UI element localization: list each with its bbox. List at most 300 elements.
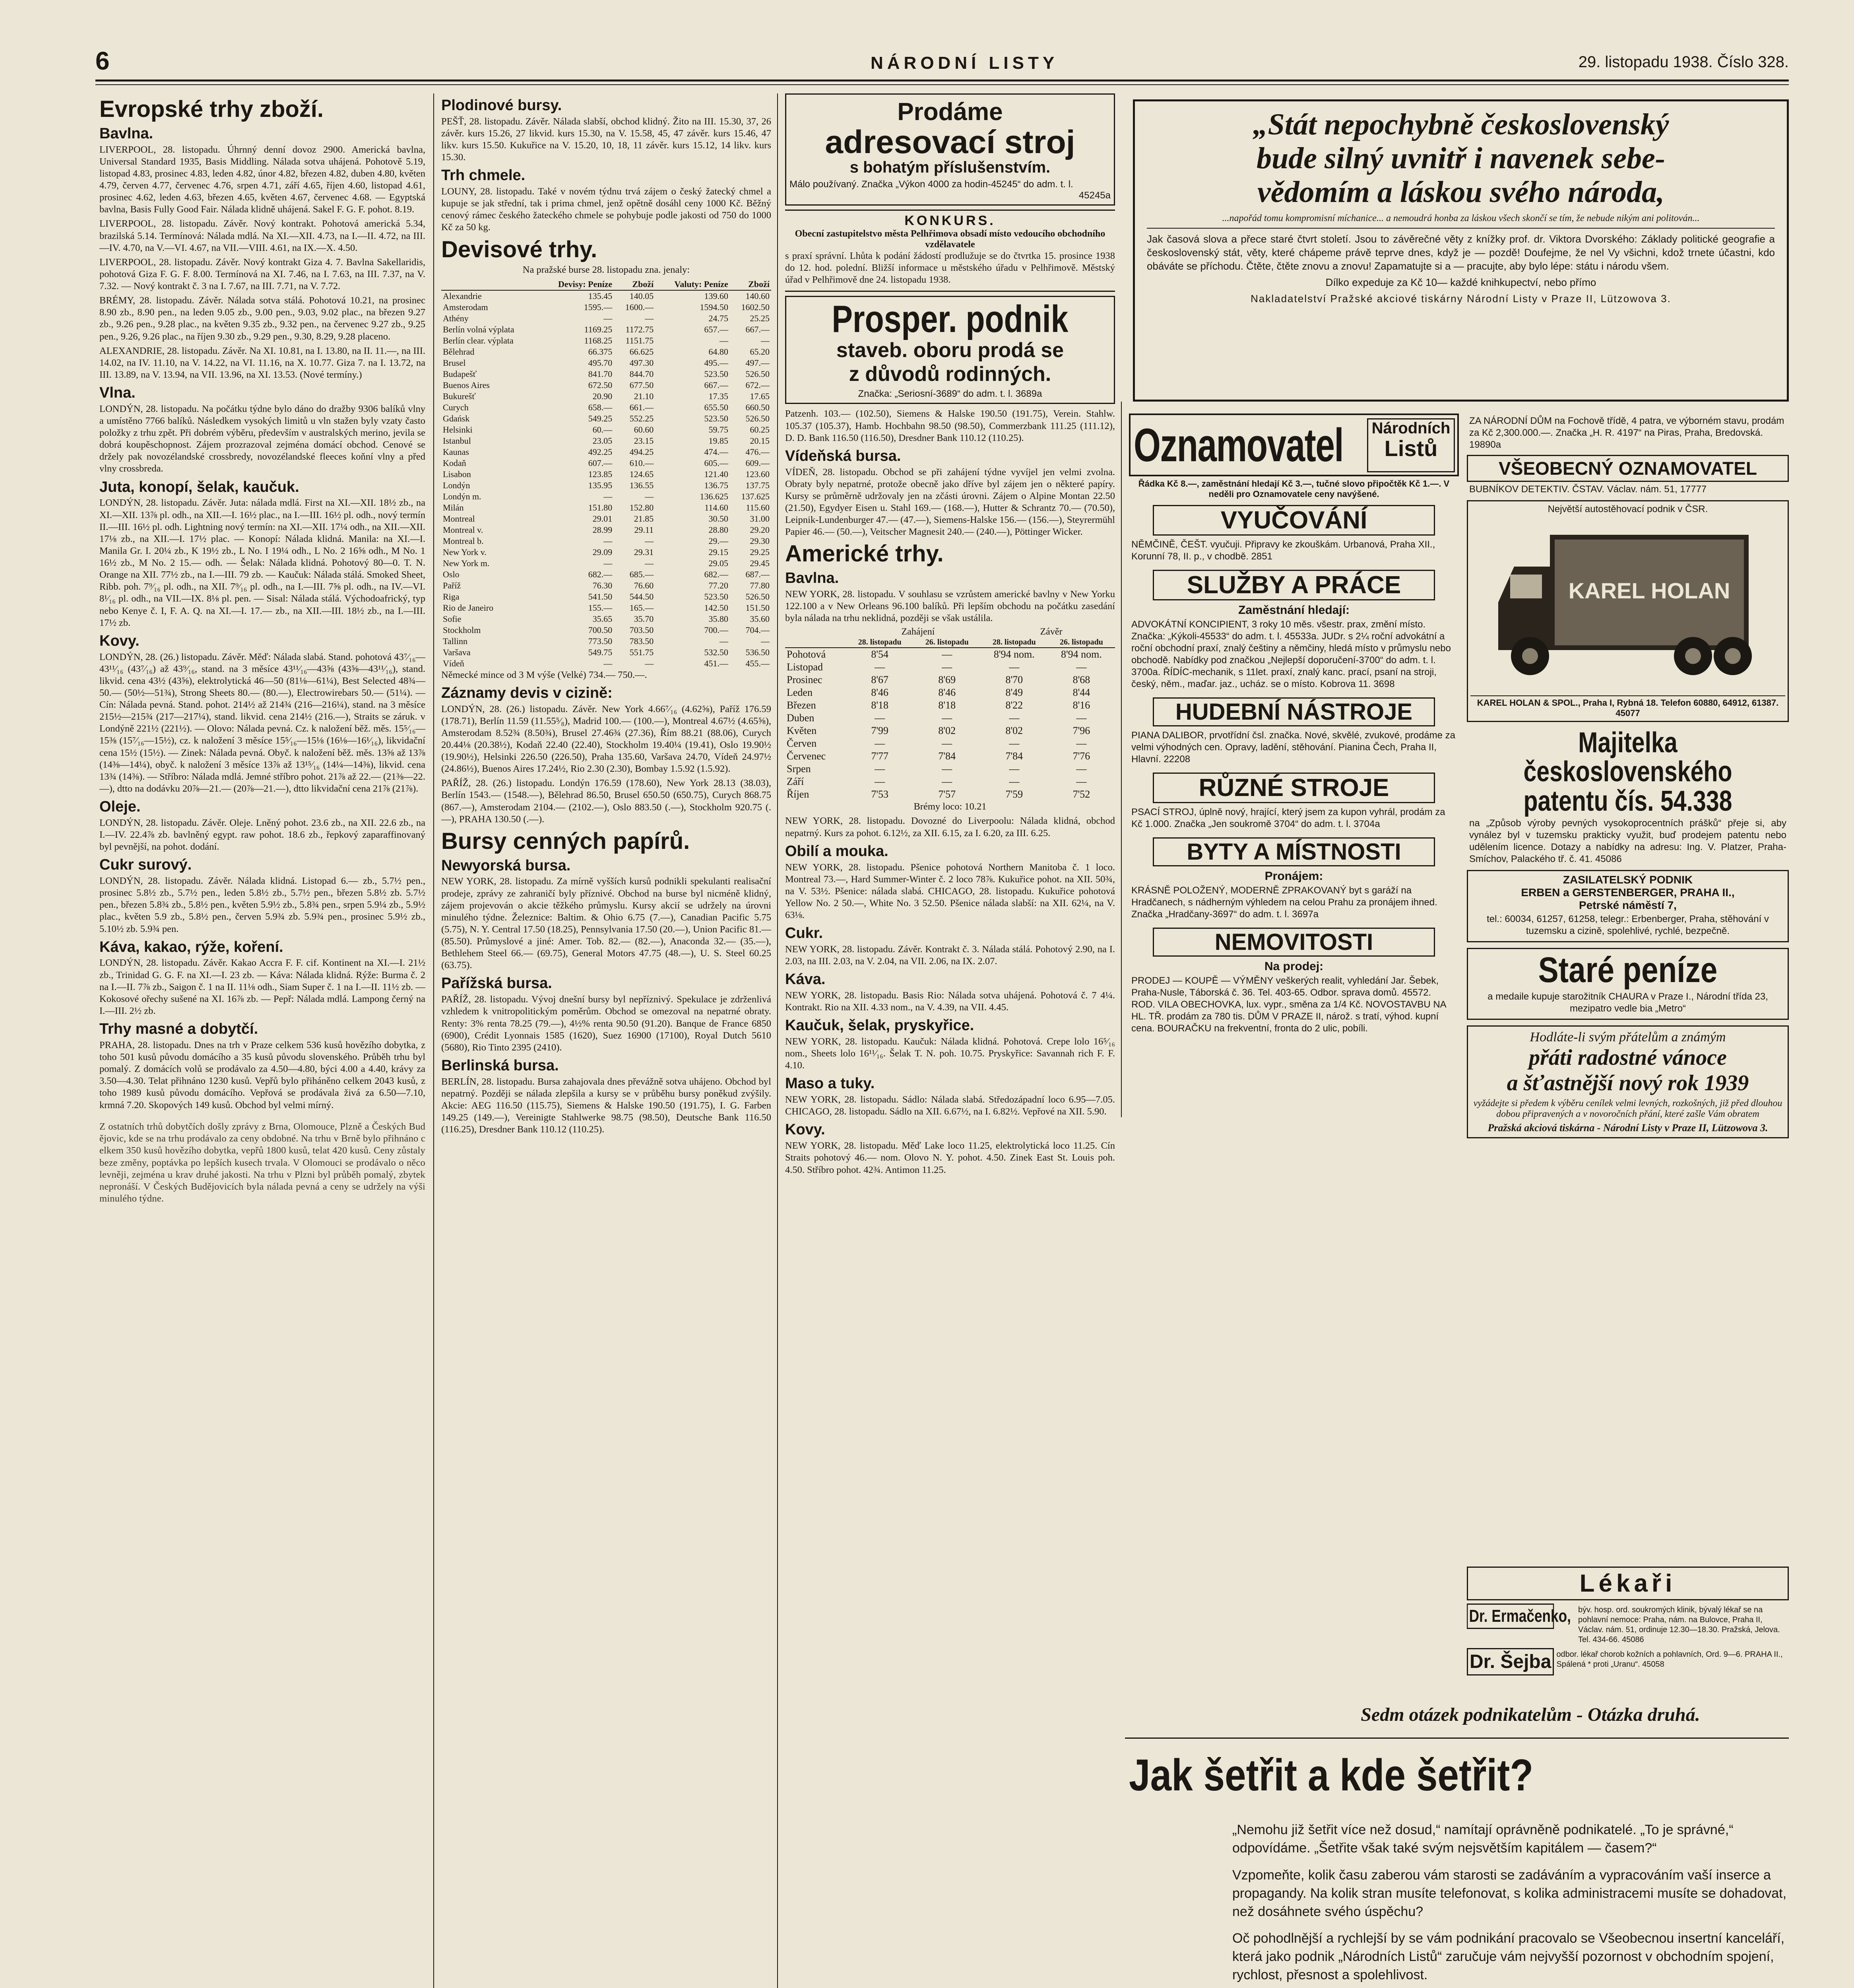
devisy-value: 657.— <box>704 324 728 334</box>
article-akcie: Patzenh. 103.— (102.50), Siemens & Halske 190.50 (191.75), Verein. Stahlw. 105.37 (105.37), Hamb. Hochbahn 98.50 (98.50), Commerzbank 111.25 (111.12), D. D. Bank 116.50 (116.50), Dresdner Bank 110.12 (110.25). <box>785 408 1115 443</box>
prosper-line3: z důvodů rodinných. <box>849 363 1051 386</box>
cat-vyucovani: VYUČOVÁNÍ <box>1153 505 1435 536</box>
bavlna-row <box>785 763 1115 775</box>
devisy-currency: Lisabon <box>443 469 471 479</box>
devisy-value: 685.— <box>629 569 654 579</box>
devisy-value: 494.25 <box>629 447 654 457</box>
devisy-row <box>441 536 771 547</box>
devisy-value: 151.80 <box>588 502 613 513</box>
devisy-value: 474.— <box>704 447 728 457</box>
devisy-value: 667.— <box>745 324 770 334</box>
devisy-value: 140.05 <box>629 291 654 301</box>
devisy-value: 609.— <box>745 458 770 468</box>
subhead-bavlna: Bavlna. <box>99 125 153 142</box>
cat-nemovitosti: NEMOVITOSTI <box>1153 928 1435 957</box>
devisy-value: 526.50 <box>745 591 770 602</box>
bavlna-price: 7'99 <box>871 725 888 737</box>
devisy-value: — <box>719 636 728 646</box>
ad-prodame-line4: Málo používaný. Značka „Výkon 4000 za hodin-45245“ do adm. t. l. <box>789 179 1073 190</box>
oznamovatel-logo <box>1129 414 1459 476</box>
bavlna-month: Srpen <box>787 763 811 775</box>
bavlna-row <box>785 750 1115 763</box>
devisy-row <box>441 469 771 480</box>
devisy-value: — <box>719 335 728 346</box>
bavlna-row <box>785 699 1115 712</box>
bavlna-price: — <box>1076 738 1087 749</box>
moving-truck-icon <box>1470 519 1784 686</box>
devisy-value: 495.— <box>704 357 728 368</box>
cat-hudebni: HUDEBNÍ NÁSTROJE <box>1153 697 1435 726</box>
devisy-value: 549.25 <box>588 413 613 423</box>
devisy-value: 655.50 <box>704 402 728 412</box>
devisy-currency: Oslo <box>443 569 460 579</box>
devisy-table <box>441 279 771 669</box>
lekar-1-name: Dr. Ermačenko, <box>1467 1604 1554 1629</box>
devisy-value: 21.85 <box>634 513 654 524</box>
commodity-column <box>99 93 425 1988</box>
devisy-value: 661.— <box>629 402 654 412</box>
devisy-value: 773.50 <box>588 636 613 646</box>
ad-prodame <box>785 93 1115 206</box>
prani-line2: přáti radostné vánoce <box>1529 1045 1727 1070</box>
bavlna-price: — <box>875 712 885 724</box>
prani-line3: a šťastnější nový rok 1939 <box>1507 1070 1749 1095</box>
devisy-header-cell: Zboží <box>730 279 771 290</box>
devisy-value: 455.— <box>745 658 770 668</box>
devisy-value: 682.— <box>704 569 728 579</box>
prodam-dum: ZA NÁRODNÍ DŮM na Fochově třídě, 4 patra, ve výborném stavu, prodám za Kč 2,300.000.—. Značka „H. R. 4197“ na Piras, Praha, Bredovská. 19890a <box>1469 415 1784 450</box>
bavlna-price: 8'16 <box>1072 699 1090 711</box>
devisy-value: 135.45 <box>588 291 613 301</box>
article-vlna: LONDÝN, 28. listopadu. Na počátku týdne bylo dáno do dražby 9306 balíků vlny a umístěno 7766 balíků. Následkem vysokých limitů u vln stažen byly vzaty často položky z trhu zpět. Při dobrém výběru, především v australských merino, jevila se dobrá koupěschopnost. Zájem prozrazoval zejména domácí obchod. Cenové se držely pak novozélandské crossbredy, novozélandské fleeces koňní vlny a před vlny crossbreda. <box>99 403 425 474</box>
oznamovatel-small-2: Listů <box>1384 436 1438 461</box>
bavlna-price: 7'57 <box>938 788 956 800</box>
bavlna-month: Pohotová <box>787 648 826 660</box>
bavlna-price: 7'77 <box>871 750 888 762</box>
devisy-value: 29.09 <box>592 547 613 557</box>
bavlna-price: 8'02 <box>938 725 956 737</box>
oznamovatel-rates: Řádka Kč 8.—, zaměstnání hledají Kč 3.—, tučné slovo připočtěk Kč 1.—. V neděli pro Oznamovatele ceny navýšené. <box>1138 479 1450 499</box>
devisy-value: 35.65 <box>592 613 613 624</box>
subhead-cukr: Cukr surový. <box>99 856 192 874</box>
devisy-note: Německé mince od 3 M výše (Velké) 734.— 750.—. <box>441 669 647 680</box>
lekari-banner <box>1467 1567 1789 1600</box>
devisy-value: 451.— <box>704 658 728 668</box>
subhead-kovy-us: Kovy. <box>785 1121 825 1138</box>
devisy-row <box>441 391 771 402</box>
devisy-value: 700.50 <box>588 625 613 635</box>
text-hudebni: PIANA DALIBOR, prvotřídní čsl. značka. Nové, skvělé, zvukové, prodáme za velmi výhodných cen. Opravy, ladění, stěhování. Pianina Čech, Praha II, Hlavní. 22208 <box>1131 730 1456 765</box>
devisy-value: 523.50 <box>704 591 728 602</box>
devisy-currency: Kaunas <box>443 447 469 457</box>
article-berlin: BERLÍN, 28. listopadu. Bursa zahajovala dnes převážně sotva uhájeno. Obchod byl nepatrný. Později se nálada zlepšila a kursy se v průběhu bursy poněkud zvýšily. Akcie: AEG 116.50 (115.75), Siemens & Halske 190.50 (191.75), I. G. Farben 149.25 (149.—), Vereinigte Stahlwerke 98.75 (98.50), Deutsche Bank 116.50 (116.25), Dresdner Bank 110.12 (110.25). <box>441 1076 771 1135</box>
ad-prosper <box>785 296 1115 404</box>
masthead <box>95 44 1789 80</box>
devisy-value: 35.70 <box>634 613 654 624</box>
devisy-value: 123.85 <box>588 469 613 479</box>
cat-sluzby: SLUŽBY A PRÁCE <box>1153 570 1435 600</box>
subhead-kovy: Kovy. <box>99 632 140 649</box>
bavlna-price: 8'94 nom. <box>1061 648 1102 660</box>
devisy-value: 28.99 <box>592 524 613 535</box>
text-stroje: PSACÍ STROJ, úplně nový, hrající, který jsem za kupon vyhrál, prodám za Kč 1.000. Značka „Jen soukromě 3704“ do adm. t. l. 3704a <box>1131 807 1445 829</box>
bavlna-price: — <box>1076 763 1087 775</box>
devisy-currency: Londýn <box>443 480 470 490</box>
bavlna-price: — <box>875 763 885 775</box>
devisy-value: 137.75 <box>745 480 770 490</box>
bavlna-price: — <box>942 738 952 749</box>
bavlna-price: 8'70 <box>1005 674 1023 686</box>
devisy-currency: Berlín clear. výplata <box>443 335 514 346</box>
devisy-value: 687.— <box>745 569 770 579</box>
devisy-row <box>441 547 771 558</box>
column-rule <box>433 93 434 1988</box>
devisy-value: 29.— <box>708 536 728 546</box>
lekar-2-text: odbor. lékař chorob kožních a pohlavních, Ord. 9—6. PRAHA II., Spálená * proti „Uranu“. 45058 <box>1556 1650 1783 1669</box>
devisy-value: 152.80 <box>629 502 654 513</box>
devisy-value: 65.20 <box>750 346 770 357</box>
subhead-kaucuk: Kaučuk, šelak, pryskyřice. <box>785 1017 974 1034</box>
devisy-value: 114.60 <box>704 502 728 513</box>
devisy-value: 115.60 <box>746 502 770 513</box>
bavlna-price: 8'49 <box>1005 687 1023 699</box>
bavlna-month: Březen <box>787 699 816 711</box>
devisy-row <box>441 580 771 591</box>
masthead-rule-thin <box>95 84 1789 85</box>
devisy-currency: Brusel <box>443 357 466 368</box>
lekar-2-name: Dr. Šejba <box>1467 1648 1554 1675</box>
devisy-value: — <box>761 636 770 646</box>
stare-penize-box <box>1467 948 1789 1020</box>
jak-p2: Vzpomeňte, kolik času zaberou vám starosti se zadáváním a vypracováním vaší inserce a propagandy. Na kolik stran musíte telefonovat, s kolika administracemi musíte se dohadovat, než dosáhnete svého úspěchu? <box>1232 1867 1787 1919</box>
devisy-value: 136.75 <box>704 480 728 490</box>
devisy-currency: Istanbul <box>443 435 471 446</box>
devisy-value: — <box>603 536 613 546</box>
devisy-value: 536.50 <box>745 647 770 657</box>
devisy-value: 672.— <box>745 380 770 390</box>
devisy-value: 59.75 <box>708 424 728 435</box>
article-kovy-us: NEW YORK, 28. listopadu. Měď Lake loco 11.25, elektrolytická loco 11.25. Cín Straits pohotový 46.— nom. Olovo N. Y. pohot. 4.50. Zinek East St. Louis poh. 4.50. Stříbro pohot. 42¾. Antimon 11.25. <box>785 1140 1115 1175</box>
jak-setrit-title: Jak šetřit a kde šetřit? <box>1129 1750 1534 1800</box>
devisy-value: — <box>603 558 613 568</box>
classifieds-left <box>1129 414 1459 1567</box>
devisy-header-cell: Devisy: Peníze <box>539 279 614 290</box>
devisy-value: 76.30 <box>592 580 613 590</box>
bavlna-price: 8'46 <box>938 687 956 699</box>
devisy-row <box>441 480 771 491</box>
devisy-currency: Gdańsk <box>443 413 470 423</box>
devisy-value: 1151.75 <box>625 335 654 346</box>
article-zaznamy: LONDÝN, 28. (26.) listopadu. Závěr. New York 4.66⁷⁄₁₆ (4.62⅝), Paříž 176.59 (178.71), Berlín 11.59 (11.55⁵⁄₈), Madrid 100.— (100.—), Montreal 4.67½ (4.65⅝), Amsterodam 8.52¾ (8.50¾), Brusel 27.46¾ (27.36), Řím 88.21 (88.06), Curych 20.44⅛ (20.38½), Kodaň 22.40 (22.40), Stockholm 19.40¼ (19.41), Oslo 19.90½ (19.90½), Helsinki 226.50 (226.50), Praha 135.60, Varšava 24.70, Vídeň 24.97½ (24.86½), Buenos Aires 17.24½, Rio 2.30 (2.30), Bombay 1.5.92 (1.5.92). <box>441 703 771 775</box>
devisy-row <box>441 625 771 636</box>
subhead-chmel: Trh chmele. <box>441 167 526 184</box>
erben-text: tel.: 60034, 61257, 61258, telegr.: Erbenberger, Praha, stěhování v tuzemsku a cizině, spolehlivé, rychlé, bezpečně. <box>1487 914 1769 937</box>
devisy-currency: Riga <box>443 591 460 602</box>
devisy-value: 151.50 <box>745 602 770 613</box>
konkurs-title: KONKURS. <box>904 213 996 228</box>
devisy-value: 139.60 <box>704 291 728 301</box>
devisy-header-cell: Zboží <box>614 279 655 290</box>
bavlna-price: — <box>1009 661 1020 673</box>
text-nemovitosti: PRODEJ — KOUPĚ — VÝMĚNY veškerých realit, vyhledání Jar. Šebek, Praha-Nusle, Táborská č. 36. Tel. 403-65. Odbor. sprava domů. 45572. ROD. VILA OBECHOVKA, lux. vypr., směna za 1/4 Kč. NOVOSTAVBU NA HL. TŘ. prodám za 780 tis. DŮM V PRAZE II, nárož. s tratí, výhod. kupní cena. BOURAČKU na frekventní, fronta do 2 ulic, pobíli. <box>1131 975 1446 1034</box>
devisy-value: 841.70 <box>588 369 613 379</box>
devisy-value: 492.25 <box>588 447 613 457</box>
oznamovatel-small-1: Národních <box>1371 419 1451 437</box>
bavlna-price: — <box>1009 763 1020 775</box>
devisy-value: 19.85 <box>708 435 728 446</box>
bavlna-price: — <box>942 648 952 660</box>
article-oleje-us: NEW YORK, 28. listopadu. Dovozné do Liverpoolu: Nálada klidná, obchod nepatrný. Kurs za pohot. 6.12½, za XII. 6.15, za I. 6.20, za III. 6.25. <box>785 815 1115 839</box>
bavlna-price: 7'96 <box>1072 725 1090 737</box>
americke-title: Americké trhy. <box>785 541 944 567</box>
bavlna-price: — <box>875 661 885 673</box>
devisy-row <box>441 290 771 302</box>
devisy-value: 532.50 <box>704 647 728 657</box>
devisy-value: 1602.50 <box>741 302 770 312</box>
zamestnani-head: Zaměstnání hledají: <box>1238 604 1350 617</box>
devisy-row <box>441 647 771 658</box>
devisy-value: 1172.75 <box>625 324 654 334</box>
article-trhy: PRAHA, 28. listopadu. Dnes na trh v Praze celkem 536 kusů hovězího dobytka, z toho 501 kusů původu domácího a 35 kusů původu slovenského. Průběh trhu byl pomalý. Z domácích volů se prodávalo za 4.50—4.80, býci 4.00 a 4.40, krávy za 3.50—4.30. Telat přihnáno 1230 kusů. Vepřů bylo přiháněno celkem 2043 kusů, z toho 1989 kusů původu domácího. Vepřová se prodávala živá za 6.50—7.10, krmná 7.20. Skopových 149 kusů. Obchod byl velmi mírný. <box>99 1039 425 1110</box>
devisy-value: 31.00 <box>750 513 770 524</box>
bavlna-row <box>785 737 1115 750</box>
devisy-value: 495.70 <box>588 357 613 368</box>
subhead-oleje: Oleje. <box>99 798 141 815</box>
devisy-value: 66.375 <box>588 346 613 357</box>
bavlna-group-headers <box>785 627 1115 637</box>
devisy-currency: Vídeň <box>443 658 464 668</box>
devisy-value: 549.75 <box>588 647 613 657</box>
bavlna-price: 8'02 <box>1005 725 1023 737</box>
devisy-currency: Stockholm <box>443 625 481 635</box>
devisy-currency: Montreal <box>443 513 475 524</box>
devisy-value: — <box>645 536 654 546</box>
devisy-row <box>441 447 771 458</box>
bavlna-header-cell <box>785 637 846 648</box>
bavlna-price: 8'54 <box>871 648 888 660</box>
bavlna-row <box>785 724 1115 737</box>
devisy-value: 526.50 <box>745 369 770 379</box>
bavlna-price: 7'53 <box>871 788 888 800</box>
text-byty: KRÁSNĚ POLOŽENÝ, MODERNĚ ZPRAKOVANÝ byt s garáží na Hradčanech, s nádherným výhledem na celou Prahu za pronájem ihned. Značka „Hradčany-3697“ do adm. t. l. 3697a <box>1131 885 1437 920</box>
devisy-value: 610.— <box>629 458 654 468</box>
bavlna-price: — <box>875 738 885 749</box>
devisy-row <box>441 357 771 369</box>
bavlna-header-cell: 26. listopadu <box>1048 637 1115 648</box>
article-bavlna: LIVERPOOL, 28. listopadu. Úhrnný denní dovoz 2900. Americká bavlna, Universal Standard 1935, Basis Middling. Nálada sotva uhájená. Pohotově 5.19, listopad 4.83, prosinec 4.83, leden 4.82, únor 4.82, březen 4.82, duben 4.80, květen 4.79, červen 4.77, červenec 4.76, srpen 4.71, září 4.65, říjen 4.60, listopad 4.61, prosinec 4.62, leden 4.63, březen 4.65, květen 4.67, červenec 4.68. — Egyptská bavlna, Basis Fully Good Fair. Nálada klidně uhájená. Sakel F. G. F. pohot. 8.19. <box>99 144 425 215</box>
bavlna-price: 8'69 <box>938 674 956 686</box>
devisy-row <box>441 369 771 380</box>
bavlna-price: 7'76 <box>1072 750 1090 762</box>
devisy-row <box>441 413 771 424</box>
devisy-currency: Berlín volná výplata <box>443 324 514 334</box>
devisy-value: 605.— <box>704 458 728 468</box>
subhead-obili: Obilí a mouka. <box>785 843 888 860</box>
lekari-section <box>1467 1567 1789 1690</box>
article-zaznamy-2: PAŘÍŽ, 28. (26.) listopadu. Londýn 176.59 (178.60), New York 28.13 (38.03), Berlín 1543.— (1548.—), Bělehrad 86.50, Brusel 650.50 (650.75), Curych 868.75 (867.—), Amsterodam 2104.— (2102.—), Oslo 883.50 (.—), Stockholm 920.75 (.—), PRAHA 130.50 (.—). <box>441 778 771 825</box>
article-maso: NEW YORK, 28. listopadu. Sádlo: Nálada slabá. Středozápadní loco 6.95—7.05. CHICAGO, 28. listopadu. Sádlo na XII. 6.67½, na I. 6.82½. Vepřové na XII. 5.90. <box>785 1094 1115 1117</box>
devisy-value: 703.50 <box>629 625 654 635</box>
devisy-value: 1595.— <box>584 302 613 312</box>
bavlna-price: 8'44 <box>1072 687 1090 699</box>
prani-box <box>1467 1025 1789 1138</box>
devisy-row <box>441 458 771 469</box>
devisy-value: 700.— <box>704 625 728 635</box>
bavlna-row <box>785 712 1115 724</box>
bavlna-header-cell: 28. listopadu <box>846 637 913 648</box>
devisy-currency: Buenos Aires <box>443 380 490 390</box>
oznamovatel-small <box>1367 418 1455 472</box>
devisy-value: 677.50 <box>629 380 654 390</box>
subhead-plodiny: Plodinové bursy. <box>441 97 562 114</box>
subhead-juta: Juta, konopí, šelak, kaučuk. <box>99 478 299 495</box>
prani-line4: vyžádejte si předem k výběru cenílek velmi levných, rozkošných, již před dlouhou dobou připravených a v novoročních přání, které zašle Vám obratem <box>1473 1098 1782 1119</box>
subhead-trhy: Trhy masné a dobytčí. <box>99 1021 258 1038</box>
bavlna-month: Červen <box>787 738 817 749</box>
bavlna-price: 8'94 nom. <box>993 648 1035 660</box>
sedm-otazek: Sedm otázek podnikatelům - Otázka druhá. <box>1361 1704 1700 1725</box>
devisy-value: 60.25 <box>750 424 770 435</box>
subhead-kava: Káva, kakao, rýže, koření. <box>99 938 283 955</box>
devisy-value: — <box>645 558 654 568</box>
subhead-newyork: Newyorská bursa. <box>441 857 571 874</box>
devisy-row <box>441 513 771 524</box>
devisy-value: 497.30 <box>629 357 654 368</box>
devisy-currency: Kodaň <box>443 458 466 468</box>
devisy-row <box>441 636 771 647</box>
banner-body: Jak časová slova a přece staré čtvrt století. Jsou to závěrečné věty z knížky prof. dr. Viktora Dvorského: Základy politické geografie a československý stát, věty, které chápeme právě teprve dnes, když je — pozdě! Doufejme, že nel Vy všichni, kdož trnete účastni, kdo obáváte se příchodu. Čtěte, čtěte znovu a znovu! Zapamatujte si a — pracujte, aby bylo lépe: státu i národu všem. <box>1147 233 1775 272</box>
article-kava-us: NEW YORK, 28. listopadu. Basis Rio: Nálada sotva uhájená. Pohotová č. 7 4¼. Kontrakt. Rio na XII. 4.33 nom., na V. 4.39, na VII. 4.45. <box>785 990 1115 1013</box>
devisy-value: 1169.25 <box>584 324 613 334</box>
devisy-value: 142.50 <box>704 602 728 613</box>
devisy-currency: Amsterodam <box>443 302 488 312</box>
devisy-value: 552.25 <box>629 413 654 423</box>
jak-p3: Oč pohodlnější a rychlejší by se vám podnikání pracovalo se Všeobecnou insertní kanceláří, která jako podnik „Národních Listů“ zaručuje vám nejvyšší pozornost v obchodním spojení, rychlost, přesnost a spolehlivost. <box>1232 1931 1785 1983</box>
devisy-value: 165.— <box>629 602 654 613</box>
column-rule <box>777 93 778 1988</box>
majitelka-ad <box>1467 728 1789 865</box>
devisy-value: 497.— <box>745 357 770 368</box>
devisy-value: 551.75 <box>629 647 654 657</box>
devisy-value: 526.50 <box>745 413 770 423</box>
subhead-pariz: Pařížská bursa. <box>441 975 552 992</box>
bavlna-price: — <box>942 712 952 724</box>
bavlna-row <box>785 788 1115 801</box>
bavlna-row <box>785 775 1115 788</box>
devisy-value: 23.05 <box>592 435 613 446</box>
ad-prodame-line1: Prodáme <box>897 98 1003 126</box>
devisy-row <box>441 658 771 669</box>
bavlna-price: 8'18 <box>871 699 888 711</box>
pronajem-head: Pronájem: <box>1264 870 1323 883</box>
na-prodej-head: Na prodej: <box>1264 960 1324 973</box>
bavlna-month: Leden <box>787 687 813 699</box>
devisy-row <box>441 302 771 313</box>
article-kovy: LONDÝN, 28. (26.) listopadu. Závěr. Měď: Nálada slabá. Stand. pohotová 43⁷⁄₁₆—43¹¹⁄₁₆ (43⁷⁄₁₆) až 43⁹⁄₁₆, stand. na 3 měsíce 43¹¹⁄₁₆—43⅝ (43⅝—43¹¹⁄₁₆), stand. likvid. cena 43½ (43⅝), elektrolytická 46—50 (81⅛—61¼), Best Selected 48¾—50.— (50½—51¾), Strong Sheets 80.— (80.—), Electrowirebars 50.— (51¼). — Cín: Nálada pevná. Stand. pohot. 214½ až 214¾ (216—216¼), stand. na 3 měsíce 215½—215¾ (217—217¼), stand. likvid. cena 214½ (216.—), Straits se záruk. v Londýně 221½ (221½). — Olovo: Nálada pevná. Cz. k naložení běž. měs. 15⁵⁄₁₆—15⅜ (15⁷⁄₁₆—15½), cz. k naložení 3 měsíce 15⁵⁄₁₆—15⅛ (16⅛—16¹⁄₁₆), likvidační cena 15½ (15½). — Zinek: Nálada pevná. Obyč. k naložení běž. měs. 13⅝ až 13⅞ (14⅜—14¼), obyč. k naložení 3 měsíce 13⅞ až 13¹⁵⁄₁₆ (14¼—14⅜), likvid. cena 13¾ (14⅜). — Stříbro: Nálada mdlá. Jemné stříbro pohot. 21⅞ až 22.— (21⅜—22.—), dtto na dodávku 20⅞—21.— (20⅞—21.—), dtto likvidační cena 21⅞ (21⅞). <box>99 651 425 794</box>
devisy-value: 136.55 <box>629 480 654 490</box>
finance-column <box>441 93 771 1988</box>
devisy-value: — <box>603 313 613 323</box>
devisy-currency: Alexandrie <box>443 291 482 301</box>
bavlna-month: Prosinec <box>787 674 822 686</box>
bavlna-month: Září <box>787 776 804 788</box>
devisy-currency: Paříž <box>443 580 461 590</box>
devisy-value: 23.15 <box>634 435 654 446</box>
devisy-currency: Milán <box>443 502 464 513</box>
devisy-value: 29.45 <box>750 558 770 568</box>
devisy-currency: Montreal v. <box>443 524 483 535</box>
devisy-value: — <box>603 658 613 668</box>
devisy-value: 704.— <box>745 625 770 635</box>
devisy-value: 29.20 <box>750 524 770 535</box>
prosper-line2: staveb. oboru prodá se <box>836 339 1064 362</box>
devisy-value: 607.— <box>588 458 613 468</box>
devisy-value: 682.— <box>588 569 613 579</box>
devisy-value: 29.15 <box>708 547 728 557</box>
bavlna-month: Duben <box>787 712 815 724</box>
article-bavlna-3: LIVERPOOL, 28. listopadu. Závěr. Nový kontrakt Giza 4. 7. Bavlna Sakellaridis, pohotová Giza F. G. F. 8.00. Termínová na XI. 7.46, na I. 7.63, na III. 7.37, na V. 7.32. — Nový kontrakt č. 3 na I. 7.67, na III. 7.71, na V. 7.72. <box>99 256 425 292</box>
group-zaver: Závěr <box>1040 627 1063 637</box>
bavlna-header-cell: 28. listopadu <box>981 637 1048 648</box>
devisy-value: 672.50 <box>588 380 613 390</box>
devisy-value: 29.30 <box>750 536 770 546</box>
cat-stroje: RŮZNÉ STROJE <box>1153 773 1435 803</box>
devisy-row <box>441 346 771 357</box>
devisy-value: 1594.50 <box>700 302 728 312</box>
bavlna-price: 7'84 <box>938 750 956 762</box>
article-bavlna-us: NEW YORK, 28. listopadu. V souhlasu se vzrůstem americké bavlny v New Yorku 122.100 a v New Orleans 96.100 balíků. Při lepším obchodu na počátku zasedání byla nálada na trhu neklidná, později se však ustálila. <box>785 588 1115 624</box>
bavlna-price: — <box>942 776 952 788</box>
bavlna-price: 8'67 <box>871 674 888 686</box>
devisy-value: 123.60 <box>745 469 770 479</box>
vseobecny-box: VŠEOBECNÝ OZNAMOVATEL <box>1467 455 1789 482</box>
banner-publisher: Nakladatelství Pražské akciové tiskárny Národní Listy v Praze II, Lützowova 3. <box>1251 292 1671 305</box>
devisy-value: — <box>645 491 654 501</box>
bavlna-month: Listopad <box>787 661 823 673</box>
devisy-currency: Montreal b. <box>443 536 484 546</box>
devisy-value: — <box>645 313 654 323</box>
subhead-kava-us: Káva. <box>785 971 826 988</box>
lekar-1 <box>1467 1604 1789 1646</box>
devisy-value: 844.70 <box>629 369 654 379</box>
text-vyucovani: NĚMČINĚ, ČEŠT. vyučuji. Připravy ke zkouškám. Urbanová, Praha XII., Korunní 78, II. p., v chodbě. 2851 <box>1131 539 1435 562</box>
devisy-currency: New York m. <box>443 558 490 568</box>
section-title: Evropské trhy zboží. <box>99 96 324 122</box>
truck-caption: Největší autostěhovací podnik v ČSR. <box>1548 504 1708 514</box>
devisy-value: 135.95 <box>588 480 613 490</box>
oznamovatel-big: Oznamovatel <box>1134 419 1344 472</box>
devisy-value: 1600.— <box>625 302 654 312</box>
subhead-cukr-us: Cukr. <box>785 925 823 942</box>
rule-sedm <box>1125 1738 1789 1739</box>
bavlna-price: — <box>1076 776 1087 788</box>
devisy-value: 29.31 <box>634 547 654 557</box>
devisy-intro: Na pražské burse 28. listopadu zna. jenaly: <box>522 264 690 276</box>
bavlna-table <box>785 637 1115 801</box>
devisy-value: 137.625 <box>741 491 770 501</box>
prani-line1: Hodláte-li svým přátelům a známým <box>1530 1029 1726 1044</box>
bavlna-price: 8'18 <box>938 699 956 711</box>
bavlna-month: Květen <box>787 725 817 737</box>
devisy-currency: Sofie <box>443 613 462 624</box>
bavlna-price: — <box>1009 776 1020 788</box>
devisy-value: 140.60 <box>745 291 770 301</box>
bavlna-price: 7'59 <box>1005 788 1023 800</box>
devisy-value: 29.25 <box>750 547 770 557</box>
devisy-value: 66.625 <box>629 346 654 357</box>
devisy-currency: Varšava <box>443 647 471 657</box>
article-cukr: LONDÝN, 28. listopadu. Závěr. Nálada klidná. Listopad 6.— zb., 5.7½ pen., prosinec 5.8½ zb., 5.7½ pen., leden 5.8½ zb., 5.7½ pen., březen 5.8½ zb. 5.7½ pen., březen 5.8¾ zb., 5.8½ pen., květen 5.9½ zb., 5.8¾ pen., srpen 5.9¼ zb., 5.9½ plac., květen 5.9 zb., 5.8½ pen., červen 5.9¾ zb. 5.9¾ pen., prosinec 5.9½ zb., 5.10½ zb. 5.9¾ pen. <box>99 876 425 934</box>
